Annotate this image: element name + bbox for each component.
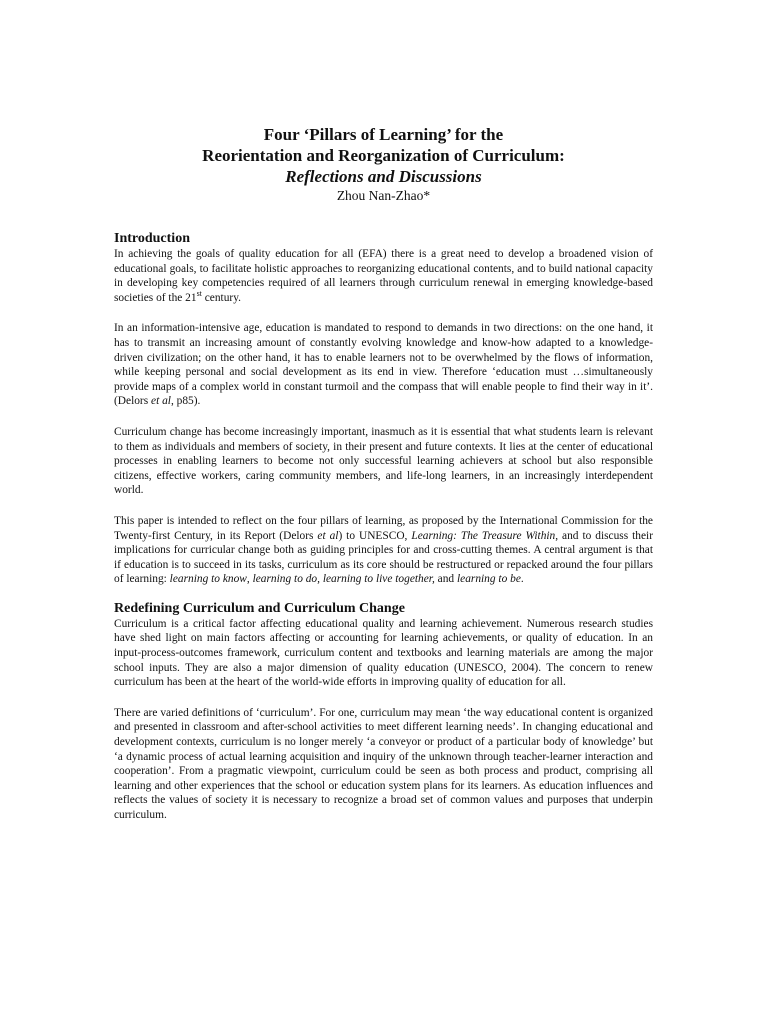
paragraph	[114, 321, 653, 409]
title-line-2: Reorientation and Reorganization of Curriculum:	[202, 146, 565, 165]
superscript: st	[196, 288, 202, 298]
italic-text: learning to be	[456, 573, 521, 586]
italic-text: learning to know	[169, 573, 247, 586]
author: Zhou Nan-Zhao*	[336, 188, 431, 203]
document-page	[114, 124, 653, 839]
subtitle: Reflections and Discussions	[285, 167, 482, 186]
paragraph-text: ) to UNESCO,	[338, 529, 412, 542]
italic-text: learning to do, learning to live together,	[252, 573, 435, 586]
paragraph-text: In achieving the goals of quality education for all (EFA) there is a great need to develop a broadened vision of educational goals, to facilitate holistic approaches to reorganizing educational contents, and to build national capacity in developing key competencies required of all learners through curriculum renewal in emerging knowledge-based societies of the 21	[114, 248, 653, 304]
title-block	[114, 124, 653, 205]
paragraph	[114, 514, 653, 587]
italic-text: et al	[151, 395, 171, 408]
paragraph: Curriculum change has become increasingly important, inasmuch as it is essential that what students learn is relevant to them as individuals and members of society, in their present and future contexts. It lies at the center of educational processes in enabling learners to become not only successful learning achievers at school but also responsible citizens, effective workers, caring community members, and life-long learners, in an increasingly interdependent world.	[114, 425, 653, 497]
paragraph-text: In an information-intensive age, education is mandated to respond to demands in two directions: on the one hand, it has to transmit an increasing amount of constantly evolving knowledge and know-how adapted to a knowledge-driven civilization; on the other hand, it has to enable learners not to be overwhelmed by the flows of information, while keeping personal and social development as its end in view. Therefore ‘education must …simultaneously provide maps of a complex world in constant turmoil and the compass that will enable people to find their way in it’. (Delors	[114, 322, 653, 408]
paragraph-text: , p85).	[170, 395, 201, 408]
paragraph-text: , and to discuss their implications for curricular change both as guiding principles for and cross-cutting themes. A central argument is that if education is to succeed in its tasks, curriculum as its core should be restructured or repacked around the four pillars of learning:	[114, 529, 653, 586]
paragraph: There are varied definitions of ‘curriculum’. For one, curriculum may mean ‘the way educational content is organized and presented in classroom and after-school activities to meet different learning needs’. In changing educational and development contexts, curriculum is no longer merely ‘a conveyor or product of a particular body of knowledge’ but ‘a dynamic process of actual learning acquisition and inquiry of the unknown through teacher-learner interaction and cooperation’. From a pragmatic viewpoint, curriculum could be seen as both process and product, comprising all learning and other experiences that the school or education system plans for its learners. As education influences and reflects the values of society it is necessary to recognize a broad set of common values and purposes that underpin curriculum.	[114, 706, 653, 821]
paragraph-text: ,	[246, 573, 253, 586]
paragraph-text: century.	[201, 291, 242, 304]
paragraph	[114, 247, 653, 305]
paragraph-text: .	[520, 573, 524, 586]
section-heading-redefining-curriculum: Redefining Curriculum and Curriculum Change	[114, 600, 405, 616]
title-line-1: Four ‘Pillars of Learning’ for the	[263, 125, 504, 144]
paragraph-text: This paper is intended to reflect on the four pillars of learning, as proposed by the International Commission for the Twenty-first Century, in its Report (Delors	[114, 514, 653, 542]
section-heading-introduction: Introduction	[114, 231, 190, 246]
paragraph: Curriculum is a critical factor affecting educational quality and learning achievement. Numerous research studies have shed light on main factors affecting or accounting for learning achievements, or quality of education. In an input-process-outcomes framework, curriculum content and textbooks and learning materials are among the major school inputs. They are also a major dimension of quality education (UNESCO, 2004). The concern to renew curriculum has been at the heart of the world-wide efforts in improving quality of education for all.	[114, 617, 653, 689]
italic-text: et al	[317, 529, 339, 542]
italic-text: Learning: The Treasure Within	[411, 529, 556, 542]
paragraph-text: and	[434, 573, 457, 586]
